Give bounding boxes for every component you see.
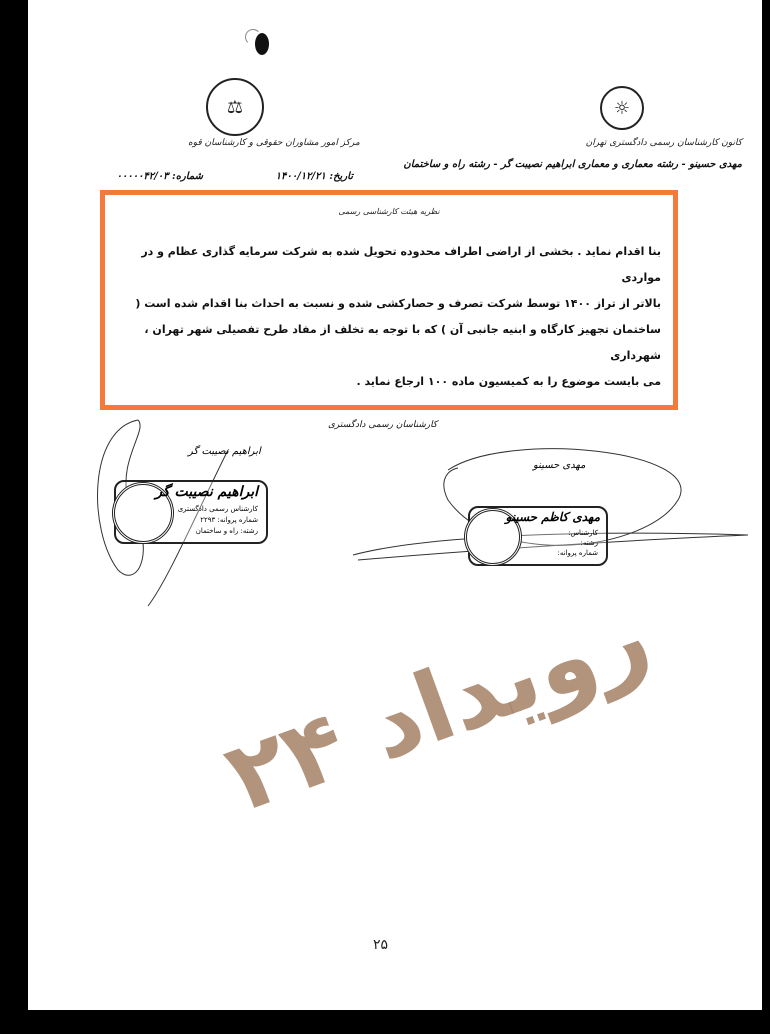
left-signature: ابراهیم نصیبت گر (188, 446, 261, 457)
signatories-line: مهدی حسینو - رشته معماری و معماری ابراهیم نصیبت گر - رشته راه و ساختمان (403, 159, 742, 170)
opinion-line: می بایست موضوع را به کمیسیون ماده ۱۰۰ ارجاع نماید . (356, 375, 661, 388)
watermark-area (28, 578, 762, 834)
number-label: شماره: (172, 171, 203, 182)
page-number: ۲۵ (373, 937, 389, 953)
document-page (28, 0, 762, 1010)
stamp-line: کارشناس: (568, 529, 598, 537)
left-official-stamp (114, 480, 268, 544)
punch-hole-icon (255, 33, 269, 55)
stamp-name: مهدی کاظم حسینو (505, 510, 600, 524)
date-label: تاریخ: (329, 171, 353, 182)
opinion-line: بالاتر از تراز ۱۴۰۰ توسط شرکت تصرف و حصارکشی شده و نسبت به احداث بنا اقدام شده است ( (135, 297, 661, 310)
watermark: رویداد ۲۴ (212, 578, 664, 834)
number-field (68, 170, 203, 183)
signature-area (28, 410, 762, 610)
stamp-line: رشته: (580, 539, 598, 547)
date-field (213, 170, 353, 183)
right-signature: مهدی حسینو (533, 460, 586, 471)
highlighted-opinion-box (100, 190, 678, 410)
date-value: ۱۴۰۰/۱۲/۲۱ (275, 171, 326, 182)
stamp-line: شماره پروانه: ۲۲۹۳ (200, 516, 258, 524)
stamp-line: کارشناس رسمی دادگستری (177, 505, 258, 513)
opinion-text (119, 239, 661, 395)
right-official-stamp (468, 506, 608, 566)
content-flow (28, 190, 762, 834)
stamp-line: شماره پروانه: (557, 549, 598, 557)
stamp-line: رشته: راه و ساختمان (195, 527, 258, 535)
left-org-label: کانون کارشناسان رسمی دادگستری تهران (585, 138, 742, 148)
stamp-name: ابراهیم نصیبت گر (155, 484, 258, 500)
judiciary-emblem-icon: ⚖ (206, 78, 264, 136)
experts-heading: کارشناسان رسمی دادگستری (328, 420, 438, 430)
bar-association-emblem-icon: ☼ (600, 86, 644, 130)
opinion-line: بنا اقدام نماید . بخشی از اراضی اطراف محدوده تحویل شده به شرکت سرمایه گذاری عظام و در مواردی (141, 245, 661, 284)
right-org-label: مرکز امور مشاوران حقوقی و کارشناسان قوه (188, 138, 360, 148)
opinion-title: نظریه هیئت کارشناسی رسمی (338, 207, 440, 216)
number-value: ۰۰۰۰۰۴۲/۰۳ (116, 171, 169, 182)
opinion-line: ساختمان تجهیز کارگاه و ابنیه جانبی آن ) که با توجه به تخلف از مفاد طرح تفصیلی شهر تهران ، شهرداری (144, 323, 661, 362)
